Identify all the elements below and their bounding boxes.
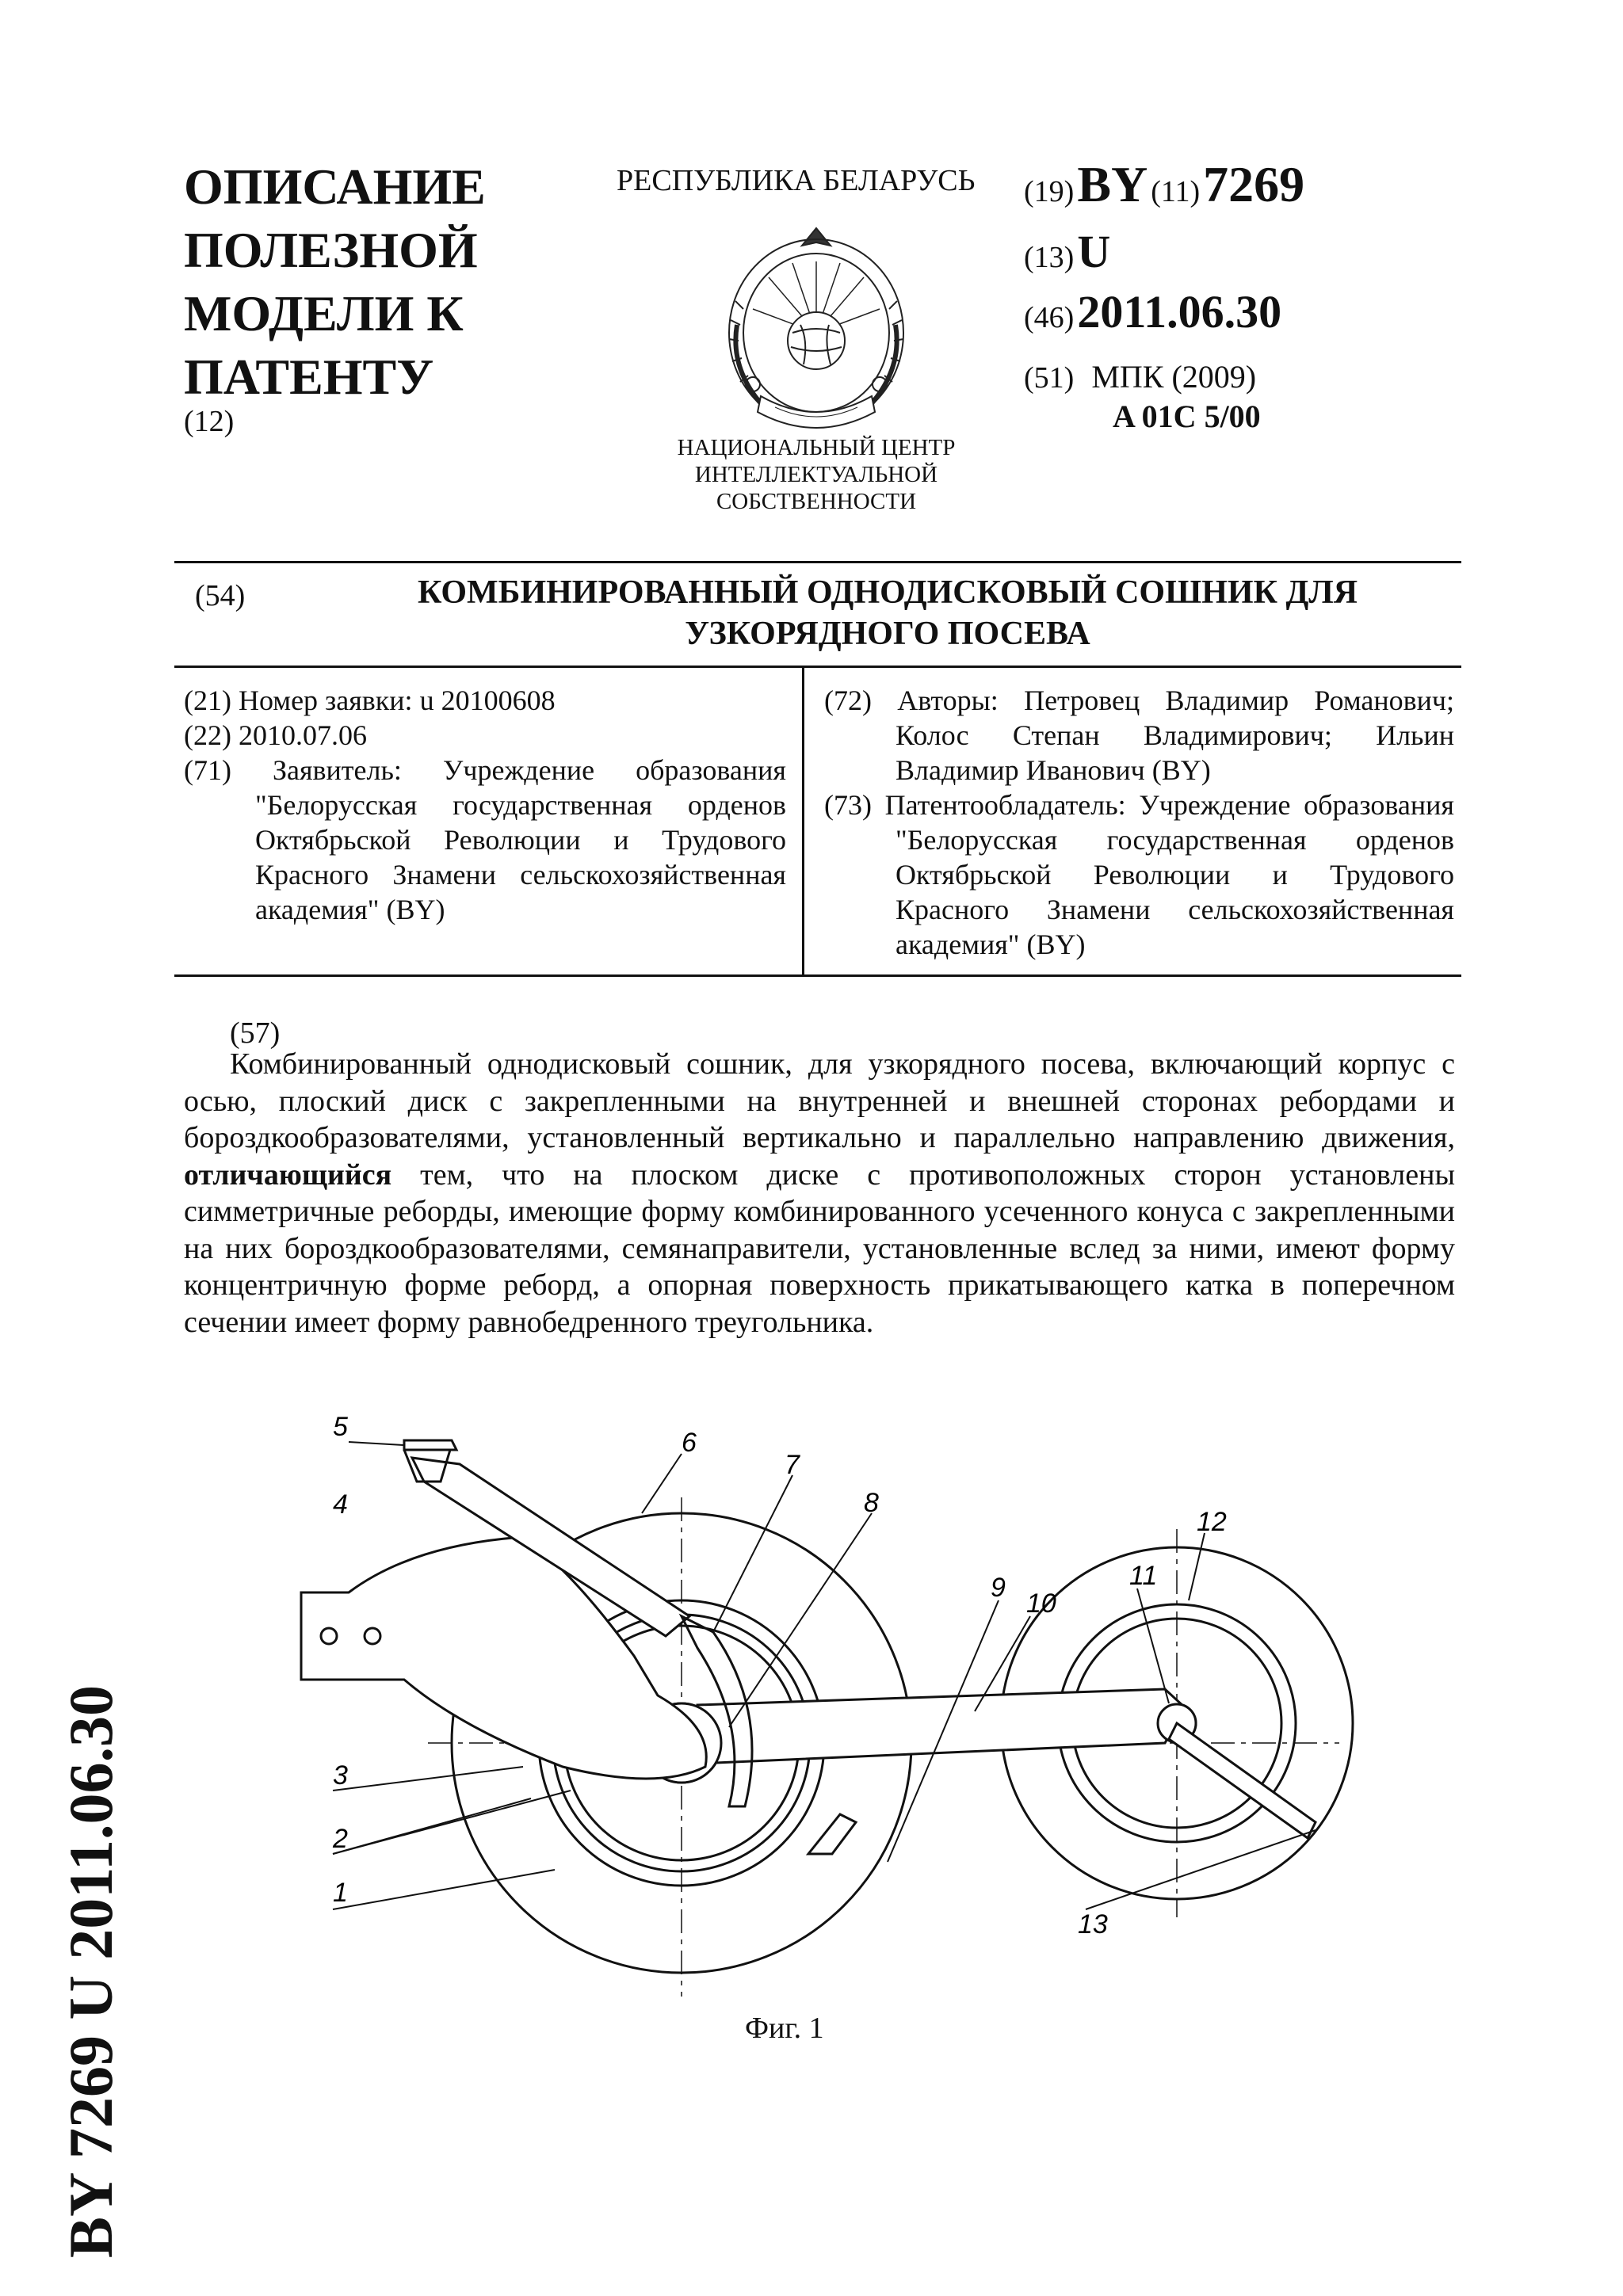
part-label: 12 <box>1197 1507 1227 1537</box>
part-label: 8 <box>864 1488 879 1518</box>
divider-middle <box>174 666 1461 668</box>
part-label: 5 <box>333 1412 348 1442</box>
ipc-row <box>1024 358 1256 395</box>
inid-code-54: (54) <box>195 579 246 612</box>
application-number: (21) Номер заявки: u 20100608 <box>184 685 556 716</box>
right-bibliographic-column <box>824 683 1454 962</box>
figure-1-drawing <box>285 1394 1363 2028</box>
part-label: 11 <box>1129 1561 1158 1591</box>
patent-number: 7269 <box>1203 156 1305 212</box>
part-label: 13 <box>1078 1909 1108 1939</box>
part-label: 3 <box>333 1760 348 1791</box>
office-line: НАЦИОНАЛЬНЫЙ ЦЕНТР <box>677 435 956 460</box>
ipc-class <box>1113 398 1261 435</box>
doc-type-line: ПАТЕНТУ <box>184 349 434 405</box>
utility-model-title <box>317 572 1458 654</box>
kind-code: U <box>1077 226 1111 277</box>
part-label: 10 <box>1026 1589 1056 1619</box>
inid-code-57: (57) <box>230 1016 281 1050</box>
doc-type-line: МОДЕЛИ К <box>184 285 464 341</box>
abstract-text-part-1: Комбинированный однодисковый сошник, для узкорядного посева, включающий корпус с осью, плоский диск с закрепленными на внутренней и внешней сторонах ребордами и бороздкообразователями, установленный вертикально и параллельно направлению движения, <box>184 1047 1455 1154</box>
figure-caption: Фиг. 1 <box>745 2012 824 2045</box>
doc-type-line: ПОЛЕЗНОЙ <box>184 222 478 278</box>
abstract-text <box>184 1046 1455 1341</box>
publication-date: 2011.06.30 <box>1077 286 1282 338</box>
republic-name: РЕСПУБЛИКА БЕЛАРУСЬ <box>617 164 976 197</box>
ipc-class-value: A 01C 5/00 <box>1113 399 1261 434</box>
inid-code-13: (13) <box>1024 241 1075 274</box>
spine-publication-id: BY 7269 U 2011.06.30 <box>56 1685 125 2258</box>
inid-code-11: (11) <box>1151 175 1201 208</box>
title-line-1: КОМБИНИРОВАННЫЙ ОДНОДИСКОВЫЙ СОШНИК ДЛЯ <box>417 574 1358 611</box>
part-label: 4 <box>333 1489 348 1520</box>
abstract-characterizing-word: отличающийся <box>184 1158 392 1192</box>
inid-code-46: (46) <box>1024 301 1075 334</box>
state-emblem-icon <box>705 214 927 436</box>
part-label: 2 <box>333 1824 348 1854</box>
inid-code-19: (19) <box>1024 175 1075 208</box>
part-label: 7 <box>785 1450 800 1480</box>
applicant: (71) Заявитель: Учреждение образования "Белорусская государственная орденов Октябрьской Революции и Трудового Красного Знамени сельскохозяйственная академия" (BY) <box>184 754 786 925</box>
divider-top <box>174 561 1461 563</box>
inid-code-12: (12) <box>184 405 235 438</box>
filing-date: (22) 2010.07.06 <box>184 719 367 751</box>
column-divider <box>802 666 804 976</box>
publication-date-row <box>1024 285 1281 338</box>
ipc-edition: МПК (2009) <box>1091 359 1257 395</box>
authors: (72) Авторы: Петровец Владимир Романович; Колос Степан Владимирович; Ильин Владимир Иванович (BY) <box>824 685 1454 786</box>
office-line: СОБСТВЕННОСТИ <box>716 489 917 514</box>
publication-number-row <box>1024 155 1304 214</box>
office-line: ИНТЕЛЛЕКТУАЛЬНОЙ <box>694 462 938 487</box>
country-code: BY <box>1077 156 1148 212</box>
divider-bottom <box>174 974 1461 977</box>
title-line-2: УЗКОРЯДНОГО ПОСЕВА <box>685 616 1090 652</box>
left-bibliographic-column <box>184 683 786 927</box>
part-label: 6 <box>682 1428 697 1458</box>
document-type-title <box>184 155 556 409</box>
patent-owner: (73) Патентообладатель: Учреждение образования "Белорусская государственная орденов Октябрьской Революции и Трудового Красного Знамени сельскохозяйственная академия" (BY) <box>824 789 1454 960</box>
inid-code-51: (51) <box>1024 361 1075 395</box>
abstract-text-part-2: тем, что на плоском диске с противоположных сторон установлены симметричные реборды, имеющие форму комбинированного усеченного конуса с закрепленными на них бороздкообразователями, семянаправители, установленные вслед за ними, имеют форму концентричную форме реборд, а опорная поверхность прикатывающего катка в поперечном сечении имеет форму равнобедренного треугольника. <box>184 1158 1455 1339</box>
kind-code-row <box>1024 225 1110 278</box>
part-label: 1 <box>333 1878 348 1908</box>
part-label: 9 <box>991 1573 1006 1603</box>
doc-type-line: ОПИСАНИЕ <box>184 158 486 215</box>
patent-office-name <box>642 434 991 515</box>
